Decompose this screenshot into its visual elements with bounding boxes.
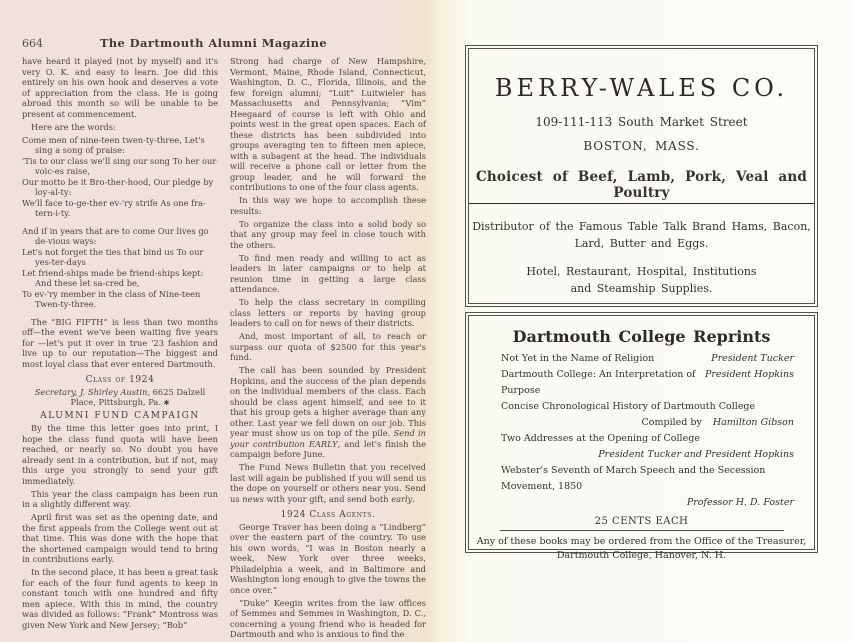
book-author: President Hopkins — [704, 369, 794, 380]
paragraph-text: , and let's finish the campaign before June. — [230, 438, 426, 459]
italic-word: early — [391, 493, 413, 504]
verse-line: And if in years that are to come Our lives go de-vious ways: — [22, 225, 209, 246]
verse-line: 'Tis to our class we'll sing our song To her our voic-es raise, — [22, 155, 217, 176]
book-author-line — [501, 495, 794, 511]
printers-mark: ✱ — [163, 399, 170, 407]
book-title: Dartmouth College: An Interpretation of Purpose — [501, 369, 696, 396]
paragraph — [230, 462, 426, 504]
text-columns — [22, 56, 426, 642]
paragraph: And, most important of all, to reach or surpass our quota of $2500 for this year's fund. — [230, 331, 426, 362]
reprints-title: Dartmouth College Reprints — [512, 327, 771, 346]
paragraph: To organize the class into a solid body so that any group may feel in close touch with the others. — [230, 218, 426, 250]
paragraph-text: . — [412, 493, 415, 504]
italic-word: news — [242, 493, 264, 504]
divider-rule — [500, 530, 784, 531]
paragraph-text: The Fund News Bulletin that you received last will again be published if you will send us the dope on yourself or others near you. Send us — [230, 462, 426, 504]
book-author: Hamilton Gibson — [712, 417, 794, 428]
order-line: Dartmouth College, Hanover, N. H. — [556, 550, 727, 561]
verse-line: Our motto be it Bro-ther-hood, Our pledge by loy-al-ty: — [22, 176, 214, 197]
paragraph: Here are the words: — [31, 121, 116, 132]
paragraph: To find men ready and willing to act as leaders in later campaigns or to help at reunion time in getting a large class attendance. — [230, 252, 426, 294]
book-author-line — [501, 415, 794, 431]
berry-wales-ad — [465, 45, 818, 307]
magazine-title: The Dartmouth Alumni Magazine — [99, 36, 328, 50]
paragraph: George Traver has been doing a “Lindberg” over the eastern part of the country. To use his own words, “I was in Boston nearly a week, New York over three weeks, Philadelphia a week, and in Baltimore and Washington long enough to give the towns the once over.” — [230, 521, 426, 595]
book-author: President Tucker and President Hopkins — [598, 449, 794, 460]
song-verse-1 — [22, 135, 218, 219]
song-verse-2 — [22, 226, 218, 310]
reprints-list — [469, 346, 814, 511]
class-of-1924-heading: Class of 1924 — [85, 375, 155, 385]
secretary-address-2: Place, Pittsburgh, Pa. — [70, 397, 161, 407]
paragraph-text: with your gift, and send both — [263, 493, 392, 504]
column-right — [230, 56, 426, 642]
tagline-wrap — [469, 169, 814, 204]
advertiser-city: BOSTON, MASS. — [583, 139, 700, 153]
ad-tagline: Choicest of Beef, Lamb, Pork, Veal and Poultry — [469, 169, 814, 204]
italic-phrase: Send in your contribution EARLY — [230, 428, 426, 449]
order-line: Any of these books may be ordered from the Office of the Treasurer, — [476, 536, 807, 547]
verse-line: Come men of nine-teen twen-ty-three, Let's sing a song of praise: — [22, 134, 205, 155]
book-title: Not Yet in the Name of Religion — [501, 353, 655, 364]
verse-line: To ev-'ry member in the class of Nine-teen Twen-ty-three. — [22, 288, 201, 309]
page-header — [22, 36, 424, 50]
book-title: Concise Chronological History of Dartmouth College — [501, 401, 756, 412]
magazine-ads-page — [436, 0, 852, 600]
ad-copy-line: Hotel, Restaurant, Hospital, Institutions — [526, 265, 757, 278]
paragraph — [230, 365, 426, 460]
book-author: Professor H. D. Foster — [686, 497, 794, 508]
paragraph: In this way we hope to accomplish these results: — [230, 195, 426, 216]
book-author: President Tucker — [711, 353, 794, 364]
book-title: Webster's Seventh of March Speech and the Secession Movement, 1850 — [501, 465, 766, 492]
list-item — [501, 463, 794, 511]
book-author-line — [501, 447, 794, 463]
list-item — [501, 431, 794, 463]
advertiser-street: 109-111-113 South Market Street — [535, 115, 748, 129]
secretary-line — [22, 387, 218, 409]
list-item — [501, 367, 794, 399]
paragraph: By the time this letter goes into print, I hope the class fund quota will have been reached, or nearly so. No doubt you have already sent in a contribution, but if not, may this urge you strongly to send your gift immediately. — [22, 423, 218, 486]
paragraph: “Duke” Keegin writes from the law offices of Semmes and Semmes in Washington, D. C., concerning a young friend who is headed for Dartmouth and who is anxious to find the — [230, 597, 426, 639]
book-title: Two Addresses at the Opening of College — [501, 433, 700, 444]
price-line: 25 CENTS EACH — [594, 516, 689, 527]
secretary-name: Secretary, J. Shirley Austin, — [34, 386, 151, 397]
ad-copy-line: Distributor of the Famous Table Talk Brand Hams, Bacon, — [472, 220, 811, 233]
paragraph: The “BIG FIFTH” is less than two months off—the event we've been waiting five years for —let's put it over in true '23 fashion and live up to our reputation—The biggest and most loyal class that ever entered Dartmouth. — [22, 316, 218, 369]
class-agents-heading: 1924 Class Agents. — [280, 510, 376, 520]
verse-line: We'll face to-ge-ther ev-'ry strife As one fra-tern-i-ty. — [22, 197, 206, 218]
author-prefix: Compiled by — [641, 417, 705, 428]
alumni-fund-heading: ALUMNI FUND CAMPAIGN — [40, 410, 200, 421]
dartmouth-reprints-ad — [465, 312, 818, 561]
dartmouth-reprints-ad-frame — [468, 315, 815, 561]
paragraph: Strong had charge of New Hampshire, Vermont, Maine, Rhode Island, Connecticut, Washington, D. C., Florida, Illinois, and the few foreign alumni; “Luit” Luitwieler has Massachusetts and Pennsylvania; “Vim” Heegaard of course is left with Ohio and points west in the great open spaces. Each of these districts has been subdivided into groups averaging ten to fifteen men apiece, with a subagent at the head. The individuals will receive a phone call or letter from the group leader, and he will forward the contributions to one of the four class agents. — [230, 56, 426, 192]
column-left — [22, 56, 218, 642]
paragraph: To help the class secretary in compiling class letters or reports by having group leaders to call on for news of their districts. — [230, 297, 426, 328]
list-item — [501, 399, 794, 431]
ad-copy-line: Lard, Butter and Eggs. — [574, 237, 709, 250]
paragraph-text: The call has been sounded by President Hopkins, and the success of the plan depends on the individual members of the class. Each should be class agent himself, and see to it that his group gets a higher average than any other. Last year we fell down on our job. This year must show us on top of the pile. — [230, 365, 426, 438]
verse-line: Let's not forget the ties that bind us To our yes-ter-days — [22, 246, 204, 267]
paragraph: In the second place, it has been a great task for each of the four fund agents to keep in constant touch with one hundred and fifty men apiece. With this in mind, the country was divided as follows: “Frank” Montross was given New York and New Jersey; “Bob” — [22, 567, 218, 630]
order-instructions — [469, 535, 814, 563]
berry-wales-ad-frame — [468, 48, 815, 304]
paragraph: This year the class campaign has been run in a slightly different way. — [22, 488, 218, 509]
page-number: 664 — [22, 37, 43, 50]
advertiser-name: BERRY-WALES CO. — [494, 74, 789, 102]
ad-copy-line: and Steamship Supplies. — [570, 282, 713, 295]
secretary-address-1: 6625 Dalzell — [152, 386, 206, 397]
paragraph: April first was set as the opening date, and the first appeals from the College went out at that time. This was done with the hope that the shortened campaign would tend to bring in contributions early. — [22, 512, 218, 564]
list-item — [501, 351, 794, 367]
verse-line: Let friend-ships made be friend-ships kept: And these let sa-cred be, — [22, 267, 204, 288]
paragraph: have heard it played (not by myself) and it's very O. K. and easy to learn. Joe did this entirely on his own hook and deserves a vote of appreciation from the class. He is going abroad this month so will be unable to be present at commencement. — [22, 56, 218, 119]
